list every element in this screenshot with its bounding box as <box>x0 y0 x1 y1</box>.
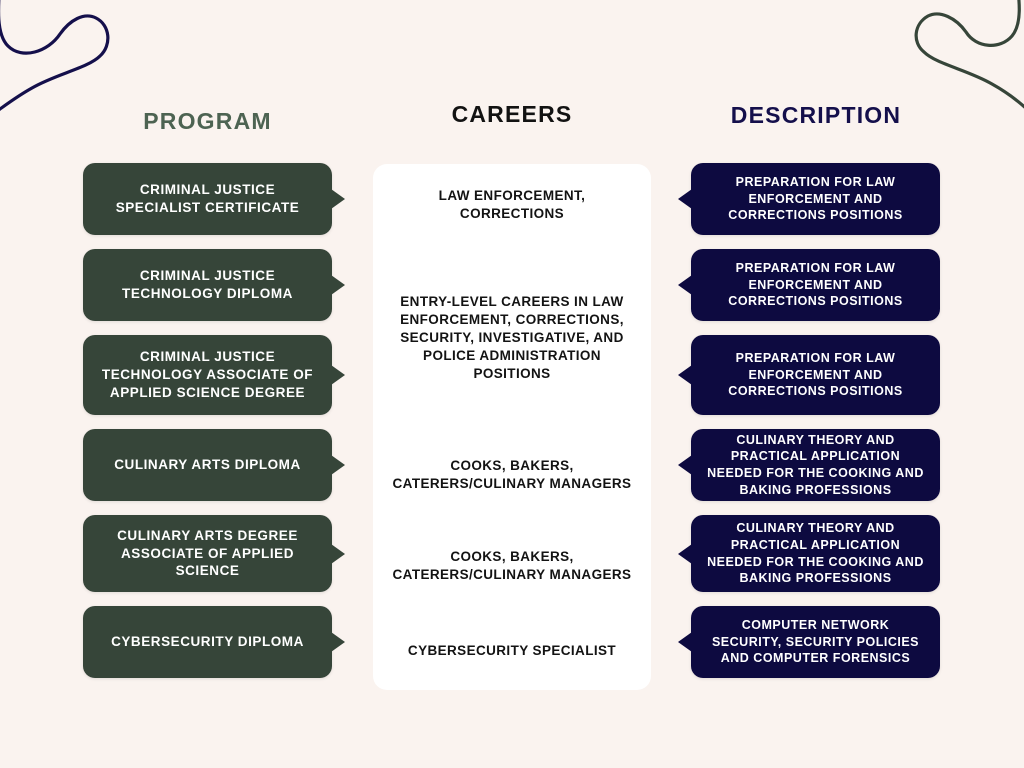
program-box[interactable] <box>83 429 332 501</box>
career-label: ENTRY-LEVEL CAREERS IN LAW ENFORCEMENT, CORRECTIONS, SECURITY, INVESTIGATIVE, AND POLICE ADMINISTRATION POSITIONS <box>400 294 624 381</box>
column-header-description: DESCRIPTION <box>730 102 902 128</box>
career-cell <box>373 612 651 690</box>
description-box[interactable] <box>691 515 940 592</box>
column-header-careers: CAREERS <box>451 101 573 127</box>
program-box[interactable] <box>83 249 332 321</box>
description-box[interactable] <box>691 249 940 321</box>
description-label: PREPARATION FOR LAW ENFORCEMENT AND CORRECTIONS POSITIONS <box>728 260 903 309</box>
program-box[interactable] <box>83 163 332 235</box>
program-label: CULINARY ARTS DEGREE ASSOCIATE OF APPLIED SCIENCE <box>117 527 298 579</box>
career-cell <box>373 164 651 246</box>
career-cell <box>373 520 651 612</box>
program-box[interactable] <box>83 515 332 592</box>
program-label: CYBERSECURITY DIPLOMA <box>111 634 304 650</box>
squiggle-line-icon <box>0 0 124 115</box>
description-box[interactable] <box>691 606 940 678</box>
program-column <box>83 163 350 692</box>
career-label: COOKS, BAKERS, CATERERS/CULINARY MANAGERS <box>392 549 632 582</box>
program-box[interactable] <box>83 606 332 678</box>
program-label: CULINARY ARTS DIPLOMA <box>114 457 301 473</box>
squiggle-line-icon <box>898 0 1024 117</box>
career-cell <box>373 430 651 520</box>
description-box[interactable] <box>691 429 940 501</box>
description-label: CULINARY THEORY AND PRACTICAL APPLICATION NEEDED FOR THE COOKING AND BAKING PROFESSIONS <box>707 432 924 497</box>
program-box[interactable] <box>83 335 332 415</box>
description-label: PREPARATION FOR LAW ENFORCEMENT AND CORRECTIONS POSITIONS <box>728 174 903 223</box>
description-box[interactable] <box>691 163 940 235</box>
career-cell <box>373 246 651 430</box>
description-label: PREPARATION FOR LAW ENFORCEMENT AND CORRECTIONS POSITIONS <box>728 350 903 399</box>
description-label: CULINARY THEORY AND PRACTICAL APPLICATION NEEDED FOR THE COOKING AND BAKING PROFESSIONS <box>707 521 924 586</box>
program-label: CRIMINAL JUSTICE TECHNOLOGY ASSOCIATE OF APPLIED SCIENCE DEGREE <box>101 349 314 400</box>
career-label: CYBERSECURITY SPECIALIST <box>407 643 617 659</box>
career-label: LAW ENFORCEMENT, CORRECTIONS <box>438 188 586 221</box>
program-label: CRIMINAL JUSTICE TECHNOLOGY DIPLOMA <box>122 268 293 301</box>
description-box[interactable] <box>691 335 940 415</box>
description-label: COMPUTER NETWORK SECURITY, SECURITY POLICIES AND COMPUTER FORENSICS <box>711 617 920 666</box>
description-column <box>678 163 950 692</box>
program-label: CRIMINAL JUSTICE SPECIALIST CERTIFICATE <box>115 182 300 215</box>
column-header-program: PROGRAM <box>143 108 272 134</box>
careers-column <box>373 164 651 690</box>
career-label: COOKS, BAKERS, CATERERS/CULINARY MANAGERS <box>392 458 632 491</box>
